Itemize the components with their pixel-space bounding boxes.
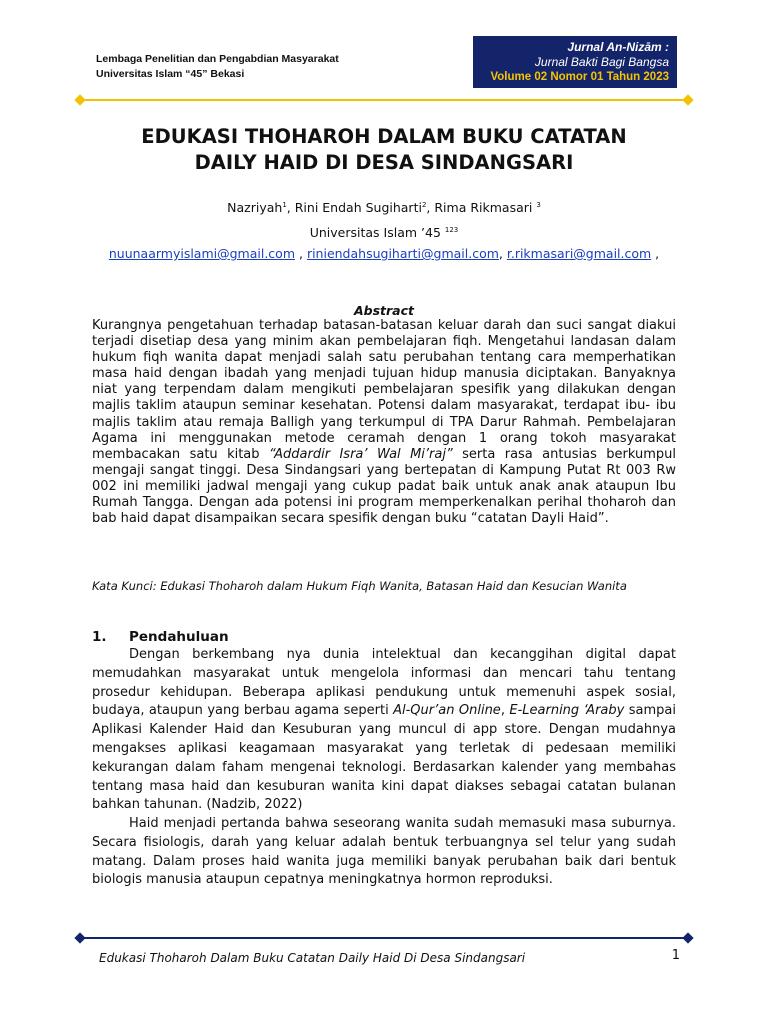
author-affiliation-mark: 3 <box>536 201 541 209</box>
author-list: Nazriyah$^1$, Rini Endah Sugiharti$^2$, Rima Rikmasari $^3$ <box>227 200 541 215</box>
abstract-text <box>92 318 676 527</box>
affiliation <box>60 222 708 241</box>
section-number: 1. <box>92 629 107 645</box>
paragraph-text: sampai Aplikasi Kalender Haid dan Kesuburan yang muncul di app store. Dengan mudahnya mengakses aplikasi keagamaan masyarakat yang terletak di pedesaan memiliki kekurangan dalam faham mengenai teknologi. Berdasarkan kalender yang membahas tentang masa haid dan kesuburan wanita kini dapat diakses sebagai catatan bulanan bahkan tahunan. (Nadzib, 2022) <box>92 703 676 813</box>
header-rule-right-diamond <box>682 94 693 105</box>
affiliation-name: Universitas Islam ’45 <box>309 225 441 240</box>
abstract-text-part: Kurangnya pengetahuan terhadap batasan-batasan keluar darah dan suci sangat diakui terjadi disetiap desa yang minim akan pembelajaran fiqh. Mengetahui landasan dalam hukum fiqh wanita dapat menjadi salah satu perubahan tentang cara memperhatikan masa haid dengan ibadah yang menjadi tujuan hidup manusia diciptakan. Banyaknya niat yang terpendam dalam mengikuti pembelajaran spesifik yang dilakukan dengan majlis taklim ataupun seminar kesehatan. Potensi dalam masyarakat, terdapat ibu- ibu majlis taklim atau remaja Balligh yang terkumpul di TPA Darur Rahmah. Pembelajaran Agama ini menggunakan metode ceramah dengan 1 orang tokoh masyarakat membacakan satu kitab <box>92 318 676 462</box>
separator: , <box>500 703 505 719</box>
email-list: nuunaarmyislami@gmail.com , riniendahsugiharti@gmail.com, r.rikmasari@gmail.com , <box>108 246 660 261</box>
footer-rule-left-diamond <box>74 932 85 943</box>
italic-term: E-Learning ‘Araby <box>509 703 625 719</box>
section-title: Pendahuluan <box>129 629 229 645</box>
footer-rule <box>80 937 688 939</box>
institution-line-2: Universitas Islam “45” Bekasi <box>96 68 245 80</box>
journal-subtitle: Jurnal Bakti Bagi Bangsa <box>534 55 669 69</box>
header-rule <box>80 99 688 101</box>
paper-title-line-1: EDUKASI THOHAROH DALAM BUKU CATATAN <box>141 125 627 148</box>
italic-term: Al-Qur’an Online <box>393 703 501 719</box>
footer-rule-right-diamond <box>682 932 693 943</box>
author-name: Rima Rikmasari <box>434 200 533 215</box>
institution-line-1: Lembaga Penelitian dan Pengabdian Masyarakat <box>96 53 339 65</box>
keywords: Kata Kunci: Edukasi Thoharoh dalam Hukum Fiqh Wanita, Batasan Haid dan Kesucian Wanita <box>92 579 627 593</box>
author-affiliation-mark: 1 <box>282 201 287 209</box>
page-number: 1 <box>671 948 680 963</box>
abstract-heading: Abstract <box>353 303 415 318</box>
body-paragraph: Haid menjadi pertanda bahwa seseorang wanita sudah memasuki masa suburnya. Secara fisiologis, darah yang keluar adalah bentuk terbuangnya sel telur yang sudah matang. Dalam proses haid wanita juga memiliki banyak perubahan baik dari bentuk biologis manusia ataupun cepatnya meningkatnya hormon reproduksi. <box>92 816 676 888</box>
paper-title <box>60 124 708 176</box>
journal-volume: Volume 02 Nomor 01 Tahun 2023 <box>490 71 669 83</box>
body-paragraph <box>92 646 676 815</box>
author-name: Nazriyah <box>227 200 283 215</box>
email-link[interactable]: nuunaarmyislami@gmail.com <box>108 246 296 261</box>
author-name: Rini Endah Sugiharti <box>294 200 422 215</box>
paragraph-text: Dengan berkembang nya dunia intelektual dan kecanggihan digital dapat memudahkan masyarakat untuk mengelola informasi dan mencari tahu tentang prosedur kehidupan. Beberapa aplikasi pendukung untuk memenuhi aspek sosial, budaya, ataupun yang berbau agama seperti <box>92 647 676 719</box>
section-heading <box>92 629 229 646</box>
email-link[interactable]: riniendahsugiharti@gmail.com <box>306 246 499 261</box>
journal-name: Jurnal An-Nizām : <box>567 40 669 54</box>
header-rule-left-diamond <box>74 94 85 105</box>
journal-badge <box>473 36 677 88</box>
paper-title-line-2: DAILY HAID DI DESA SINDANGSARI <box>194 151 574 174</box>
email-link[interactable]: r.rikmasari@gmail.com <box>506 246 652 261</box>
running-title: Edukasi Thoharoh Dalam Buku Catatan Daily Haid Di Desa Sindangsari <box>99 951 526 965</box>
abstract-text-part: serta rasa antusias berkumpul mengaji sangat tinggi. Desa Sindangsari yang bertepatan di Kampung Putat Rt 003 Rw 002 ini memiliki jadwal mengaji yang cukup padat baik untuk anak anak ataupun Ibu Rumah Tangga. Dengan ada potensi ini program memperkenalkan perihal thoharoh dan bab haid dapat disampaikan secara spesifik dengan buku “catatan Dayli Haid”. <box>92 446 676 527</box>
affiliation-mark: 123 <box>444 226 459 234</box>
book-title: “Addardir Isra’ Wal Mi’raj” <box>268 446 453 462</box>
author-affiliation-mark: 2 <box>421 201 427 209</box>
institution-block <box>96 52 416 82</box>
